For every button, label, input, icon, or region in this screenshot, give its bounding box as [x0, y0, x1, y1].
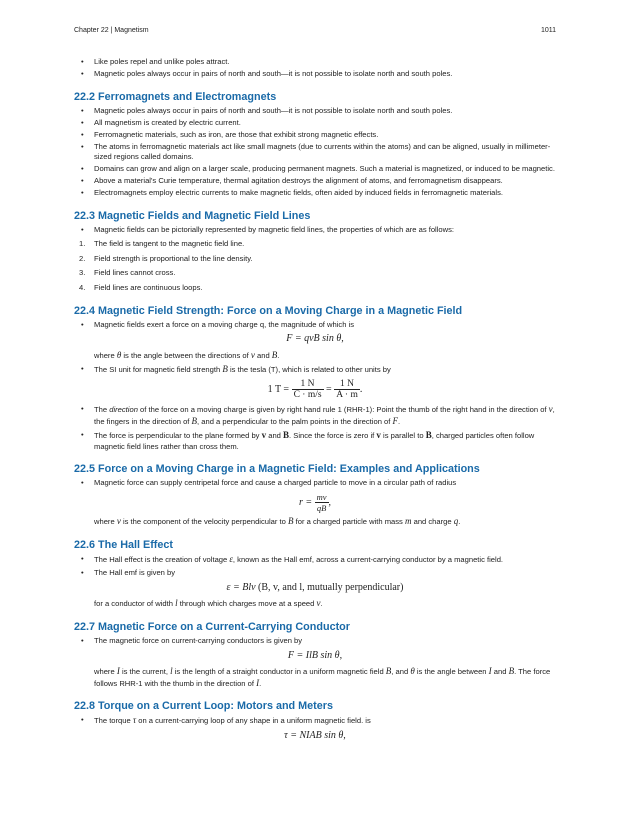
math-text: =: [326, 383, 332, 395]
denominator: A · m: [336, 390, 358, 401]
item-text: Field lines cannot cross.: [94, 268, 176, 278]
text-run: , and: [391, 667, 409, 677]
text-run: and: [268, 431, 281, 441]
list-item: [74, 554, 556, 566]
denominator: C · m/s: [293, 390, 322, 401]
text-run: is parallel to: [383, 431, 424, 441]
numbered-item: [74, 268, 556, 279]
list-item: [74, 430, 556, 452]
section-22-7-list: [74, 636, 556, 647]
text-run: is the angle between: [416, 667, 487, 677]
list-item: [74, 715, 556, 727]
list-item: • Like poles repel and unlike poles attract.: [74, 57, 556, 68]
math-symbol: B: [508, 666, 515, 677]
fraction: [292, 379, 324, 400]
math-symbol: v: [376, 430, 381, 441]
math-symbol: B: [222, 364, 228, 375]
section-22-5-list: [74, 478, 556, 489]
math-symbol: B: [385, 666, 392, 677]
text-run: The force is perpendicular to the plane formed by: [94, 431, 260, 441]
text-run: .: [458, 516, 461, 526]
list-item: • Electromagnets employ electric currents to make magnetic fields, often aided by induced fields in ferromagnetic materials.: [74, 188, 556, 199]
math-text: (B, v, and l, mutually perpendicular): [258, 581, 404, 593]
text-run: . Since the force is zero if: [289, 431, 375, 441]
text-run: is the tesla (T), which is related to other units by: [229, 365, 391, 375]
section-22-4-list: [74, 320, 556, 331]
numerator: mv: [316, 491, 327, 502]
denominator: qB: [316, 502, 327, 513]
text-run: where: [94, 516, 115, 526]
math-symbol: B: [191, 415, 198, 426]
text-run: is the length of a straight conductor in a uniform magnetic field: [174, 667, 384, 677]
numbered-item: [74, 254, 556, 265]
text-run: The Hall effect is the creation of voltage: [94, 554, 228, 564]
text-run: is the current,: [121, 667, 168, 677]
equation-force-on-charge: F = qvB sin θ,: [286, 333, 344, 345]
text-run: .: [259, 678, 262, 688]
section-22-2-list: [74, 106, 556, 199]
numerator: 1 N: [334, 379, 360, 390]
text-run: , and a perpendicular to the palm points in the direction of: [197, 416, 391, 426]
math-symbol: B: [271, 349, 278, 360]
section-heading-22-7: 22.7 Magnetic Force on a Current-Carrying Conductor: [74, 620, 350, 633]
list-item: • Magnetic poles always occur in pairs of north and south—it is not possible to isolate north and south poles.: [74, 69, 556, 80]
text-run: and charge: [413, 516, 452, 526]
math-text: ,: [328, 496, 332, 508]
equation-tesla: [74, 379, 556, 400]
item-text: Field strength is proportional to the line density.: [94, 253, 253, 263]
section-heading-22-2: 22.2 Ferromagnets and Electromagnets: [74, 90, 277, 103]
fraction: [315, 492, 329, 513]
text-run: for a charged particle with mass: [295, 516, 403, 526]
text-run: and: [493, 667, 507, 677]
equation-hall-emf: [74, 583, 556, 594]
intro-list: [74, 57, 556, 80]
list-item: • Magnetic poles always occur in pairs of north and south—it is not possible to isolate north and south poles.: [74, 106, 556, 117]
math-symbol: I: [116, 666, 120, 677]
item-number: 1.: [79, 239, 86, 249]
list-item: • Ferromagnetic materials, such as iron, are those that exhibit strong magnetic effects.: [74, 130, 556, 141]
text-run: .: [277, 350, 280, 360]
list-item: • The magnetic force on current-carrying conductors is given by: [74, 636, 556, 647]
text-run: The: [94, 405, 108, 415]
equation-explanation: [74, 516, 556, 528]
section-22-4-list-3: [74, 404, 556, 452]
text-run: , the fingers in the direction of: [94, 405, 555, 426]
math-symbol: B: [288, 515, 294, 526]
list-item: [74, 364, 556, 376]
math-symbol: θ: [116, 349, 122, 360]
math-symbol: F: [392, 415, 398, 426]
text-run: through which charges move at a speed: [179, 599, 315, 609]
list-item: • Magnetic force can supply centripetal force and cause a charged particle to move in a circular path of radius: [74, 478, 556, 489]
section-22-6-list: [74, 554, 556, 579]
text-run: of the force on a moving charge is given by right hand rule 1 (RHR-1): Point the thumb of the right hand in the direction of: [140, 405, 547, 415]
section-22-4-list-2: [74, 364, 556, 376]
text-run: and: [257, 350, 270, 360]
math-text: 1 T =: [267, 383, 290, 395]
text-run: .: [320, 599, 323, 609]
text-run: . The force follows RHR-1 with the thumb in the direction of: [94, 667, 551, 688]
list-item: • The atoms in ferromagnetic materials act like small magnets (due to currents within the atoms) and can be aligned, usually in millimeter-sized regions called domains.: [74, 142, 556, 163]
text-run: where: [94, 350, 115, 360]
numerator: 1 N: [292, 379, 324, 390]
fraction: [334, 379, 360, 400]
text-run: .: [398, 416, 401, 426]
equation-explanation: [74, 350, 556, 362]
list-item: • The Hall emf is given by: [74, 568, 556, 579]
math-symbol: v: [116, 515, 121, 526]
section-heading-22-5: 22.5 Force on a Moving Charge in a Magnetic Field: Examples and Applications: [74, 463, 480, 476]
math-symbol: v: [250, 349, 255, 360]
math-symbol: l: [175, 598, 178, 609]
text-run: The torque: [94, 716, 131, 726]
text-run: is the angle between the directions of: [123, 350, 249, 360]
list-item: • All magnetism is created by electric current.: [74, 118, 556, 129]
math-text: ε = Blv: [226, 581, 256, 593]
math-text: r =: [298, 496, 313, 508]
equation-explanation: [74, 598, 556, 610]
section-22-8-list: [74, 715, 556, 727]
item-number: 4.: [79, 283, 86, 293]
text-run: The SI unit for magnetic field strength: [94, 365, 221, 375]
math-symbol: v: [261, 430, 267, 441]
equation-explanation: [74, 666, 556, 689]
text-run: , charged particles often follow magnetic field lines rather than cross them.: [94, 431, 535, 451]
section-heading-22-8: 22.8 Torque on a Current Loop: Motors and Meters: [74, 700, 333, 713]
text-run: on a current-carrying loop of any shape in a uniform magnetic field. is: [138, 716, 371, 726]
math-symbol: v: [548, 404, 553, 415]
math-symbol: q: [453, 515, 459, 526]
numbered-item: [74, 283, 556, 294]
equation-radius: [74, 492, 556, 513]
equation-force-on-conductor: F = IlB sin θ,: [287, 649, 343, 661]
item-text: The field is tangent to the magnetic field line.: [94, 239, 245, 249]
item-text: Field lines are continuous loops.: [94, 283, 203, 293]
math-symbol: τ: [132, 715, 137, 726]
text-run: , known as the Hall emf, across a current-carrying conductor by a magnetic field.: [232, 554, 504, 564]
math-symbol: B: [425, 430, 432, 441]
math-text: .: [359, 383, 363, 395]
item-number: 3.: [79, 268, 86, 278]
text-run: for a conductor of width: [94, 599, 173, 609]
math-symbol: B: [283, 430, 290, 441]
section-heading-22-4: 22.4 Magnetic Field Strength: Force on a Moving Charge in a Magnetic Field: [74, 304, 463, 317]
math-symbol: I: [488, 666, 492, 677]
section-22-3-list: [74, 225, 556, 236]
math-symbol: m: [404, 515, 412, 526]
math-symbol: ε: [229, 553, 233, 564]
numbered-item: [74, 239, 556, 250]
field-line-properties: [74, 239, 556, 293]
list-item: • Magnetic fields exert a force on a moving charge q, the magnitude of which is: [74, 320, 556, 331]
section-heading-22-6: 22.6 The Hall Effect: [74, 538, 174, 551]
item-number: 2.: [79, 253, 86, 263]
text-run: where: [94, 667, 115, 677]
chapter-title: Chapter 22 | Magnetism: [74, 27, 149, 34]
list-item: • Magnetic fields can be pictorially represented by magnetic field lines, the properties of which are as follows:: [74, 225, 556, 236]
list-item: • Above a material's Curie temperature, thermal agitation destroys the alignment of atoms, and ferromagnetism disappears.: [74, 176, 556, 187]
equation-torque: τ = NIAB sin θ,: [284, 729, 346, 741]
section-heading-22-3: 22.3 Magnetic Fields and Magnetic Field Lines: [74, 209, 311, 222]
math-symbol: v: [316, 598, 321, 609]
math-symbol: l: [170, 666, 173, 677]
page-content: [74, 57, 556, 747]
emphasis: direction: [109, 405, 138, 415]
math-symbol: θ: [410, 666, 415, 677]
text-run: is the component of the velocity perpendicular to: [122, 516, 286, 526]
list-item: [74, 404, 556, 427]
list-item: • Domains can grow and align on a larger scale, producing permanent magnets. Such a material is magnetized, or induced to be magnetic.: [74, 164, 556, 175]
page-number: 1011: [540, 27, 556, 34]
math-symbol: I: [256, 677, 260, 688]
